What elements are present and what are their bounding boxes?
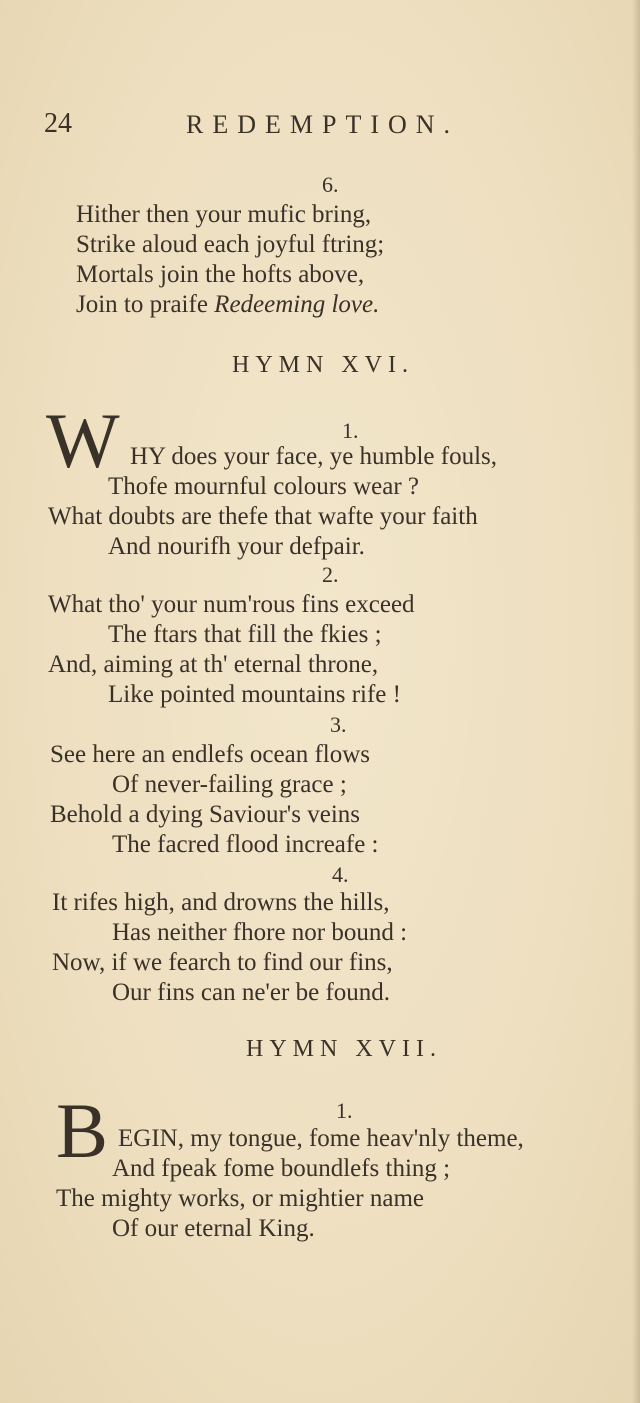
hymn-title: HYMN XVII. [246,1036,442,1062]
verse-line: It rifes high, and drowns the hills, [52,889,390,916]
verse-line: EGIN, my tongue, fome heav'nly theme, [118,1125,524,1152]
verse-line: What tho' your num'rous fins exceed [48,591,415,618]
verse-line: And, aiming at th' eternal throne, [48,651,379,678]
hymn-title: HYMN XVI. [232,352,414,378]
verse-line: Of never-failing grace ; [112,771,347,798]
verse-line: Mortals join the hofts above, [76,261,365,288]
verse-line: Strike aloud each joyful ftring; [76,231,385,258]
stanza-number: 2. [322,562,339,587]
page-header [44,108,604,148]
stanza-number: 3. [330,712,347,737]
verse-line: Now, if we fearch to find our fins, [52,949,393,976]
verse-line-start: Join to praife [76,291,215,318]
verse-line: The ftars that fill the fkies ; [108,621,382,648]
verse-line: The mighty works, or mightier name [56,1185,424,1212]
verse-line: Like pointed mountains rife ! [108,681,401,708]
running-title: REDEMPTION. [186,110,460,139]
stanza-number: 4. [332,862,349,887]
page-number: 24 [44,108,72,139]
verse-line: What doubts are thefe that wafte your faith [48,503,478,530]
verse-line: Hither then your mufic bring, [76,201,372,228]
page-edge-shadow [632,0,640,1403]
verse-line: And fpeak fome boundlefs thing ; [112,1155,451,1182]
verse-line: Thofe mournful colours wear ? [108,473,419,500]
verse-line: See here an endlefs ocean flows [50,741,370,768]
verse-line: And nourifh your defpair. [108,533,365,560]
verse-line-italic: Redeeming love. [214,291,380,318]
verse-line: HY does your face, ye humble fouls, [130,443,498,470]
stanza-number: 1. [342,418,359,443]
verse-line: Behold a dying Saviour's veins [50,801,361,828]
verse-line: Our fins can ne'er be found. [112,979,391,1006]
stanza-number: 1. [336,1098,353,1123]
verse-line [76,290,379,320]
verse-line: Of our eternal King. [112,1215,315,1242]
stanza-number: 6. [322,172,339,197]
drop-cap: B [56,1087,109,1174]
verse-line: Has neither fhore nor bound : [112,919,408,946]
drop-cap: W [46,397,120,484]
verse-line: The facred flood increafe : [112,831,379,858]
